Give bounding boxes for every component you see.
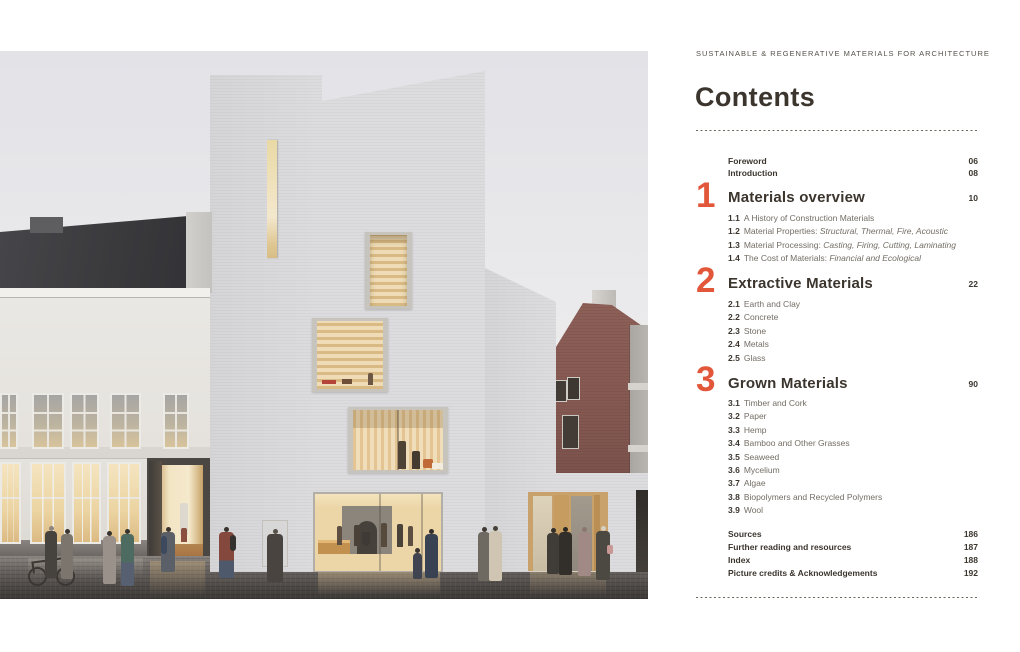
pedestrian-cream-coat — [489, 531, 502, 581]
sash-window — [70, 393, 99, 449]
red-house-window — [567, 377, 580, 400]
pilaster-trim — [628, 383, 648, 390]
toc-page-number: 186 — [963, 529, 978, 539]
townhouse-cornice — [0, 288, 210, 297]
chapter-title: Extractive Materials — [728, 275, 873, 292]
pedestrian — [45, 531, 57, 578]
chapter-page-number: 10 — [968, 192, 978, 203]
back-matter — [728, 529, 978, 581]
toc-label: Index — [728, 555, 751, 565]
storefront-mullion — [379, 494, 381, 571]
display-window-c — [348, 407, 448, 473]
chapter-page-number: 90 — [968, 378, 978, 389]
books-dark — [342, 379, 352, 384]
lit-window — [107, 462, 141, 544]
toc-item: 3.3 Hemp — [728, 424, 767, 435]
display-counter — [318, 540, 350, 554]
toc-item: 1.3 Material Processing: Casting, Firing, Cutting, Laminating — [728, 239, 956, 250]
divider-bottom — [696, 597, 978, 598]
visitor-silhouette — [412, 451, 420, 469]
sash-window — [32, 393, 64, 449]
visitor-silhouette — [408, 526, 413, 546]
chapter-heading — [728, 189, 978, 206]
shoulder-bag — [607, 545, 613, 554]
architecture-photo — [0, 51, 648, 599]
pilaster-trim — [628, 445, 648, 452]
pedestrian — [103, 536, 116, 584]
visitor-in-portal-legs — [181, 528, 187, 542]
books-red — [322, 380, 336, 384]
toc-item: 2.4 Metals — [728, 339, 769, 350]
sash-window — [0, 393, 18, 449]
lit-window — [0, 462, 21, 544]
visitor-silhouette — [337, 526, 342, 545]
sash-window — [110, 393, 141, 449]
chapter-title: Materials overview — [728, 189, 866, 206]
chapter-items — [728, 298, 978, 365]
toc-item: 2.3 Stone — [728, 325, 767, 336]
toc-item: 3.1 Timber and Cork — [728, 398, 807, 408]
toc-row — [728, 168, 978, 180]
toc-item: 3.2 Paper — [728, 411, 767, 422]
toc-item: 1.1 A History of Construction Materials — [728, 213, 875, 223]
visitor-silhouette — [397, 524, 403, 547]
toc-item: 3.7 Algae — [728, 478, 766, 489]
front-matter — [728, 156, 978, 181]
lit-window — [72, 462, 101, 544]
pedestrian — [61, 534, 73, 579]
toc-label: Introduction — [728, 168, 778, 179]
toc-page-number: 08 — [968, 168, 978, 179]
toc-label: Picture credits & Acknowledgements — [728, 568, 878, 578]
white-table — [432, 463, 443, 469]
pedestrian-mauve-coat — [578, 532, 591, 576]
red-house-window — [562, 415, 579, 449]
toc-page-number: 06 — [968, 156, 978, 166]
toc-item: 3.6 Mycelium — [728, 465, 780, 476]
chapter-number: 3 — [696, 360, 716, 399]
toc-item: 1.2 Material Properties: Structural, Thermal, Fire, Acoustic — [728, 226, 949, 237]
pedestrian-maroon-coat — [219, 532, 234, 578]
chapter-page-number: 22 — [968, 278, 978, 289]
divider-top — [696, 130, 978, 131]
townhouse-chimney — [30, 217, 63, 233]
toc-page-number: 188 — [963, 555, 978, 565]
toc-label: Further reading and resources — [728, 542, 852, 552]
display-window-a — [365, 232, 412, 309]
townhouse-portal — [147, 458, 210, 572]
contents-page — [695, 0, 990, 652]
pedestrian — [559, 532, 572, 575]
chapter-title: Grown Materials — [728, 375, 848, 392]
chapter-heading — [728, 275, 978, 292]
pedestrian — [121, 534, 134, 586]
backpack — [230, 535, 236, 551]
townhouse-gable-wall — [186, 212, 212, 293]
dark-storefront — [636, 490, 648, 572]
toc-row — [728, 542, 978, 555]
chapter-items — [728, 397, 978, 518]
toc-item: 3.8 Biopolymers and Recycled Polymers — [728, 491, 883, 502]
toc-item: 1.4 The Cost of Materials: Financial and Ecological — [728, 253, 922, 264]
visitor-silhouette — [381, 523, 387, 547]
visitor-silhouette — [398, 441, 406, 469]
toc-row — [728, 156, 978, 168]
toc-item: 3.5 Seaweed — [728, 451, 780, 462]
toc-page-number: 192 — [963, 568, 978, 578]
backpack — [161, 536, 167, 554]
pedestrian — [547, 533, 559, 574]
toc-label: Sources — [728, 529, 762, 539]
chapter-heading — [728, 375, 978, 392]
street-reflection — [150, 561, 205, 596]
pedestrian-pink-bag — [596, 531, 610, 580]
toc-row — [728, 555, 978, 568]
sash-window — [163, 393, 189, 449]
chapter-items — [728, 212, 978, 266]
slit-window — [267, 140, 277, 258]
red-house-window — [555, 380, 567, 402]
display-window-b — [312, 318, 388, 392]
toc-item: 2.1 Earth and Clay — [728, 299, 801, 309]
toc-row — [728, 529, 978, 542]
visitor-silhouette — [354, 525, 360, 546]
pedestrian-backpack — [161, 532, 175, 572]
toc-label: Foreword — [728, 156, 767, 166]
pedestrian — [425, 534, 438, 578]
museum-storefront — [313, 492, 443, 573]
toc-item: 2.2 Concrete — [728, 312, 779, 323]
page-title: Contents — [695, 82, 816, 112]
toc-item: 3.9 Wool — [728, 505, 764, 516]
toc-item: 2.5 Glass — [728, 352, 766, 363]
toc-item: 3.4 Bamboo and Other Grasses — [728, 438, 850, 449]
visitor-wheelchair — [362, 532, 370, 546]
window-a-interior — [370, 235, 407, 306]
chapter-number: 2 — [696, 261, 716, 300]
running-head: SUSTAINABLE & REGENERATIVE MATERIALS FOR ARCHITECTURE — [696, 49, 990, 58]
toc-page-number: 187 — [963, 542, 978, 552]
pedestrian-child — [413, 553, 422, 579]
visitor-silhouette — [368, 373, 373, 385]
pedestrian — [267, 534, 283, 582]
toc-row — [728, 568, 978, 581]
chapter-number: 1 — [696, 176, 716, 215]
